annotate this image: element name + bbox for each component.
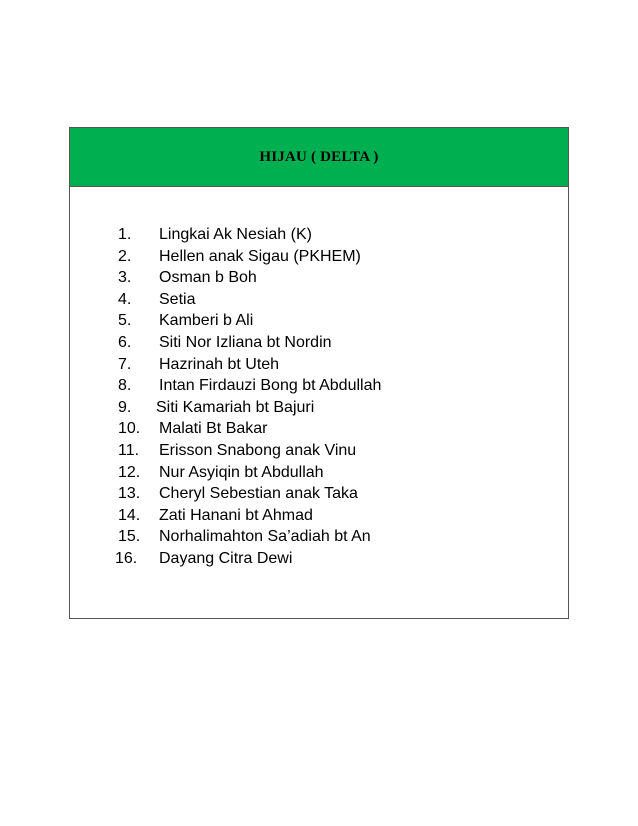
member-name: Lingkai Ak Nesiah (K) [159,226,312,243]
group-title: HIJAU ( DELTA ) [259,148,379,165]
member-number: 15. [118,528,141,546]
member-number: 2. [118,247,132,265]
member-number: 13. [118,485,141,503]
member-name: Intan Firdauzi Bong bt Abdullah [159,377,382,395]
member-name: Malati Bt Bakar [159,420,268,438]
list-item [118,246,381,268]
member-number: 10. [118,420,141,438]
list-item [118,375,381,397]
group-card [69,127,569,619]
member-list [115,224,382,570]
list-item [118,310,381,332]
list-item [118,440,381,462]
list-item [118,526,381,548]
member-number: 7. [118,355,132,373]
list-item [118,354,381,376]
group-header [70,128,568,187]
member-number: 1. [118,226,132,243]
list-item [118,397,381,419]
member-name: Erisson Snabong anak Vinu [159,441,357,459]
list-item [118,289,381,311]
list-item [118,267,381,289]
member-name: Kamberi b Ali [159,312,254,330]
member-number: 6. [118,333,132,351]
member-number: 12. [118,463,141,481]
list-item [118,483,381,505]
list-item [118,505,381,527]
member-number: 9. [118,398,132,416]
member-name: Norhalimahton Sa’adiah bt An [159,528,371,546]
member-number: 14. [118,506,141,524]
list-item [118,462,381,484]
list-item [118,418,381,440]
list-item [118,224,381,246]
member-name: Siti Nor Izliana bt Nordin [159,333,332,351]
member-name: Zati Hanani bt Ahmad [159,506,313,524]
member-name: Hazrinah bt Uteh [159,355,280,373]
member-name: Setia [159,290,196,308]
member-number: 16. [115,549,138,567]
member-name: Cheryl Sebestian anak Taka [159,485,358,503]
member-name: Siti Kamariah bt Bajuri [156,398,315,416]
member-name: Osman b Boh [159,269,257,287]
list-item [115,548,381,570]
member-number: 5. [118,312,132,330]
member-number: 3. [118,269,132,287]
member-number: 4. [118,290,132,308]
member-name: Hellen anak Sigau (PKHEM) [159,247,361,265]
member-number: 8. [118,377,132,395]
member-number: 11. [118,441,140,459]
member-name: Dayang Citra Dewi [159,549,293,567]
list-item [118,332,381,354]
member-name: Nur Asyiqin bt Abdullah [159,463,324,481]
